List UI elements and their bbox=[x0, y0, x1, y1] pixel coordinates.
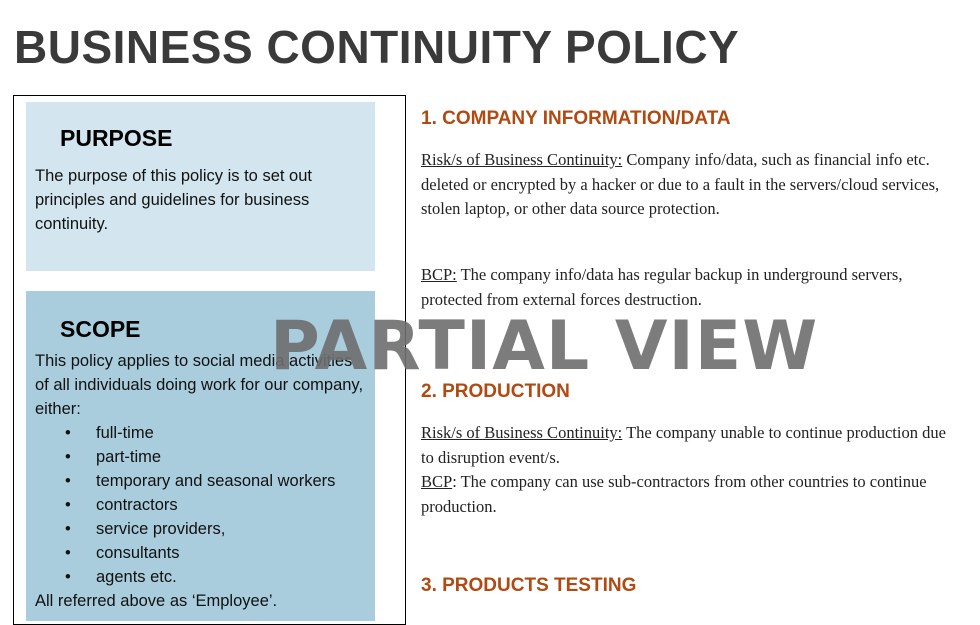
section-1-bcp bbox=[421, 263, 961, 312]
list-item: • consultants bbox=[35, 541, 370, 565]
list-item: • part-time bbox=[35, 445, 370, 469]
bcp-text: The company info/data has regular backup in underground servers, protected from external forces destruction. bbox=[421, 265, 903, 309]
list-item: • contractors bbox=[35, 493, 370, 517]
bullet-icon: • bbox=[65, 520, 71, 538]
bullet-icon: • bbox=[65, 544, 71, 562]
bcp-label: BCP bbox=[421, 472, 453, 491]
list-item: • service providers, bbox=[35, 517, 370, 541]
scope-list bbox=[35, 421, 370, 589]
risk-text: The company unable to continue production due to disruption event/s. bbox=[421, 423, 946, 467]
list-item: • temporary and seasonal workers bbox=[35, 469, 370, 493]
partial-view-watermark: PARTIAL VIEW bbox=[270, 307, 819, 386]
section-heading-company-data: 1. COMPANY INFORMATION/DATA bbox=[421, 108, 731, 129]
list-item: • agents etc. bbox=[35, 565, 370, 589]
risk-label: Risk/s of Business Continuity: bbox=[421, 423, 623, 442]
bullet-icon: • bbox=[65, 496, 71, 514]
section-2-body bbox=[421, 421, 961, 519]
bullet-icon: • bbox=[65, 568, 71, 586]
purpose-text: The purpose of this policy is to set out principles and guidelines for business continuity. bbox=[35, 167, 312, 233]
bullet-icon: • bbox=[65, 448, 71, 466]
list-item: • full-time bbox=[35, 421, 370, 445]
bcp-label: BCP: bbox=[421, 265, 457, 284]
purpose-heading: PURPOSE bbox=[60, 125, 173, 151]
scope-heading: SCOPE bbox=[60, 316, 141, 342]
section-1-risk bbox=[421, 148, 961, 222]
scope-box bbox=[26, 291, 375, 621]
purpose-box bbox=[26, 102, 375, 271]
bullet-icon: • bbox=[65, 424, 71, 442]
scope-body bbox=[35, 349, 370, 613]
section-heading-production: 2. PRODUCTION bbox=[421, 381, 570, 402]
risk-label: Risk/s of Business Continuity: bbox=[421, 150, 623, 169]
risk-text: Company info/data, such as financial info etc. deleted or encrypted by a hacker or due to a fault in the servers/cloud services, stolen laptop, or other data source protection. bbox=[421, 150, 940, 218]
bcp-text: : The company can use sub-contractors from other countries to continue production. bbox=[421, 472, 927, 516]
page-title: BUSINESS CONTINUITY POLICY bbox=[14, 21, 740, 73]
section-heading-products-testing: 3. PRODUCTS TESTING bbox=[421, 575, 637, 596]
scope-footer: All referred above as ‘Employee’. bbox=[35, 592, 278, 610]
scope-intro: This policy applies to social media activities of all individuals doing work for our company, either: bbox=[35, 352, 364, 418]
bullet-icon: • bbox=[65, 472, 71, 490]
